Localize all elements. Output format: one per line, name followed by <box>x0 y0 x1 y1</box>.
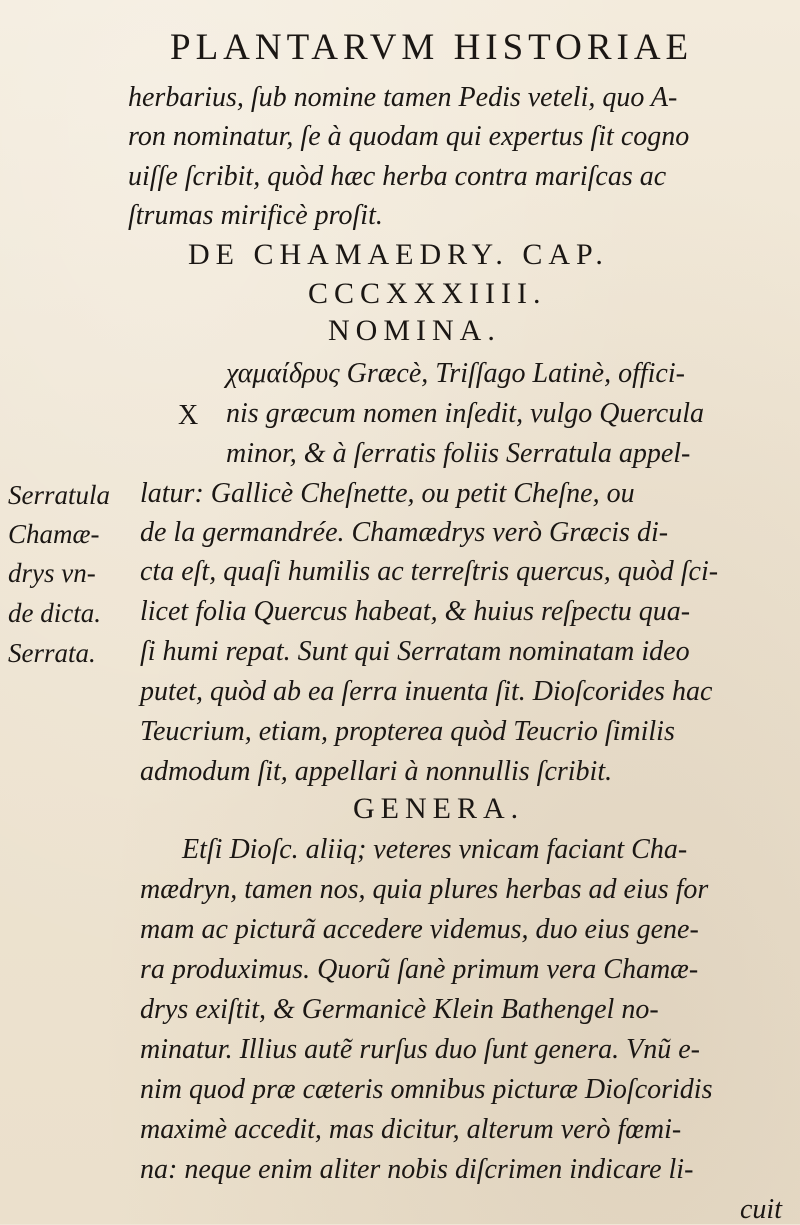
genera-line-9: na: neque enim aliter nobis diſcrimen indicare li- <box>140 1154 694 1185</box>
margin-note-serrata: Serrata. <box>8 638 96 668</box>
top-paragraph-line-3: uiſſe ſcribit, quòd hæc herba contra mariſcas ac <box>128 161 667 192</box>
margin-note-de-dicta: de dicta. <box>8 598 101 628</box>
top-paragraph-line-4: ſtrumas mirificè proſit. <box>128 200 383 231</box>
nomina-line-9: putet, quòd ab ea ſerra inuenta ſit. Dioſcorides hac <box>140 676 713 707</box>
running-head: PLANTARVM HISTORIAE <box>170 27 694 68</box>
genera-line-4: ra produximus. Quorũ ſanè primum vera Chamæ- <box>140 954 699 985</box>
genera-line-7: nim quod præ cæteris omnibus picturæ Dioſcoridis <box>140 1074 713 1105</box>
genera-line-2: mædryn, tamen nos, quia plures herbas ad eius for <box>140 874 709 905</box>
margin-note-drys-vn: drys vn- <box>8 558 96 588</box>
genera-line-1: Etſi Dioſc. aliiq; veteres vnicam faciant Cha- <box>182 834 688 865</box>
nomina-line-7: licet folia Quercus habeat, & huius reſpectu qua- <box>140 596 691 627</box>
genera-line-3: mam ac picturã accedere videmus, duo eius gene- <box>140 914 699 945</box>
genera-catchword: cuit <box>740 1194 782 1225</box>
genera-line-5: drys exiſtit, & Germanicè Klein Bathengel no- <box>140 994 659 1025</box>
nomina-line-6: cta eſt, quaſi humilis ac terreſtris quercus, quòd ſci- <box>140 556 719 587</box>
nomina-line-1: χαμαίδρυς Græcè, Triſſago Latinè, offici- <box>226 358 685 389</box>
nomina-line-4: latur: Gallicè Cheſnette, ou petit Cheſne, ou <box>140 478 635 509</box>
section-genera: GENERA. <box>353 792 525 825</box>
top-paragraph-line-1: herbarius, ſub nomine tamen Pedis veteli, quo A- <box>128 82 678 113</box>
margin-note-serratula: Serratula <box>8 480 111 510</box>
margin-note-chamae: Chamæ- <box>8 519 100 549</box>
chapter-heading-line-1: DE CHAMAEDRY. CAP. <box>188 238 609 271</box>
nomina-line-3: minor, & à ſerratis foliis Serratula appel- <box>226 438 691 469</box>
marginal-x-mark: X <box>178 400 199 431</box>
genera-line-8: maximè accedit, mas dicitur, alterum verò fœmi- <box>140 1114 682 1145</box>
genera-line-6: minatur. Illius autẽ rurſus duo ſunt genera. Vnũ e- <box>140 1034 700 1065</box>
top-paragraph-line-2: ron nominatur, ſe à quodam qui expertus ſit cogno <box>128 121 690 152</box>
nomina-line-10: Teucrium, etiam, propterea quòd Teucrio ſimilis <box>140 716 675 747</box>
chapter-heading-line-2: CCCXXXIIII. <box>308 277 547 310</box>
section-nomina: NOMINA. <box>328 314 501 347</box>
nomina-line-2: nis græcum nomen inſedit, vulgo Quercula <box>226 398 705 429</box>
nomina-line-11: admodum ſit, appellari à nonnullis ſcribit. <box>140 756 613 787</box>
nomina-line-5: de la germandrée. Chamædrys verò Græcis di- <box>140 517 669 548</box>
nomina-line-8: ſi humi repat. Sunt qui Serratam nominatam ideo <box>140 636 690 667</box>
